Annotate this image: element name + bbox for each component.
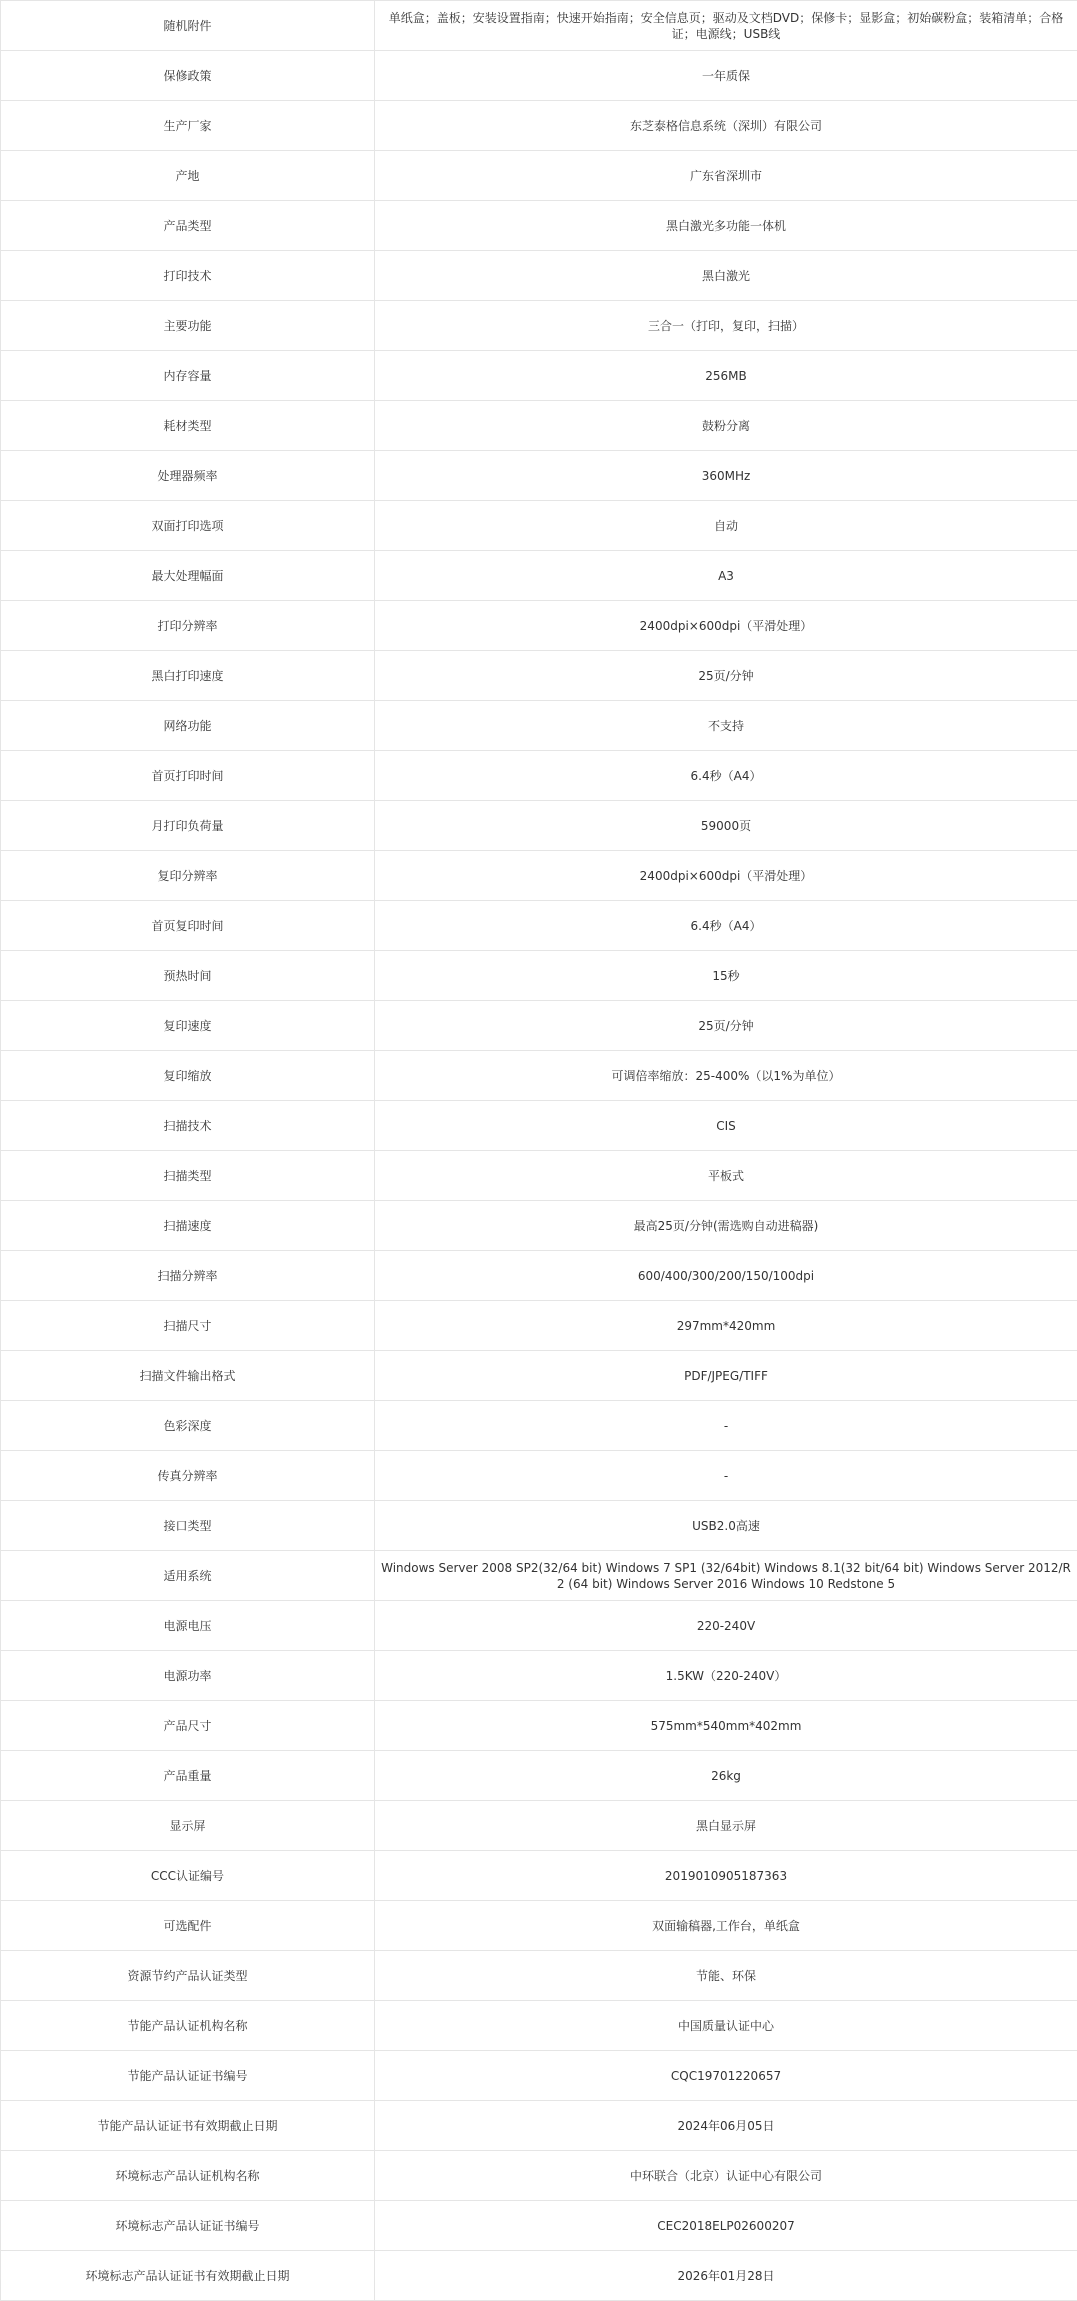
spec-row [1,2151,1077,2201]
spec-value: 2400dpi×600dpi（平滑处理） [375,601,1077,651]
spec-value: - [375,1451,1077,1501]
spec-label: 节能产品认证证书有效期截止日期 [1,2101,375,2151]
spec-value: CEC2018ELP02600207 [375,2201,1077,2251]
spec-label: 产品类型 [1,201,375,251]
spec-row [1,1201,1077,1251]
spec-label: 网络功能 [1,701,375,751]
spec-label: 可选配件 [1,1901,375,1951]
spec-value: - [375,1401,1077,1451]
spec-label: 环境标志产品认证机构名称 [1,2151,375,2201]
spec-value: 一年质保 [375,51,1077,101]
spec-label: 打印技术 [1,251,375,301]
spec-value: 东芝泰格信息系统（深圳）有限公司 [375,101,1077,151]
spec-row [1,201,1077,251]
spec-label: 预热时间 [1,951,375,1001]
spec-label: 显示屏 [1,1801,375,1851]
spec-value: CIS [375,1101,1077,1151]
spec-value: 1.5KW（220-240V） [375,1651,1077,1701]
spec-value: 2400dpi×600dpi（平滑处理） [375,851,1077,901]
spec-row [1,151,1077,201]
spec-row [1,601,1077,651]
spec-row [1,1701,1077,1751]
spec-row [1,401,1077,451]
spec-label: 最大处理幅面 [1,551,375,601]
spec-row [1,951,1077,1001]
spec-value: 可调倍率缩放：25-400%（以1%为单位） [375,1051,1077,1101]
spec-label: 电源功率 [1,1651,375,1701]
spec-value: 单纸盒；盖板；安装设置指南；快速开始指南；安全信息页；驱动及文档DVD；保修卡；显影盒；初始碳粉盒；装箱清单；合格证；电源线；USB线 [375,1,1077,51]
spec-row [1,1951,1077,2001]
spec-row [1,1551,1077,1601]
spec-label: 首页复印时间 [1,901,375,951]
spec-value: 25页/分钟 [375,1001,1077,1051]
spec-label: 节能产品认证机构名称 [1,2001,375,2051]
spec-label: 复印速度 [1,1001,375,1051]
spec-value: 59000页 [375,801,1077,851]
spec-label: 复印分辨率 [1,851,375,901]
spec-value: 三合一（打印，复印，扫描） [375,301,1077,351]
spec-value: 575mm*540mm*402mm [375,1701,1077,1751]
spec-row [1,851,1077,901]
spec-value: 2019010905187363 [375,1851,1077,1901]
spec-row [1,1651,1077,1701]
spec-label: 扫描文件输出格式 [1,1351,375,1401]
spec-row [1,2101,1077,2151]
spec-label: 双面打印选项 [1,501,375,551]
spec-row [1,2251,1077,2301]
spec-row [1,1301,1077,1351]
spec-label: 内存容量 [1,351,375,401]
spec-label: CCC认证编号 [1,1851,375,1901]
spec-value: A3 [375,551,1077,601]
spec-row [1,51,1077,101]
spec-row [1,1901,1077,1951]
spec-row [1,451,1077,501]
spec-row [1,1451,1077,1501]
spec-row [1,651,1077,701]
spec-value: 广东省深圳市 [375,151,1077,201]
spec-label: 接口类型 [1,1501,375,1551]
spec-row [1,2201,1077,2251]
spec-value: 15秒 [375,951,1077,1001]
spec-row [1,2001,1077,2051]
spec-value: 2026年01月28日 [375,2251,1077,2301]
spec-row [1,1751,1077,1801]
spec-row [1,1851,1077,1901]
spec-value: 鼓粉分离 [375,401,1077,451]
spec-label: 打印分辨率 [1,601,375,651]
spec-value: 220-240V [375,1601,1077,1651]
spec-label: 产地 [1,151,375,201]
spec-row [1,901,1077,951]
spec-row [1,251,1077,301]
spec-row [1,1101,1077,1151]
spec-row [1,2051,1077,2101]
spec-value: CQC19701220657 [375,2051,1077,2101]
spec-value: PDF/JPEG/TIFF [375,1351,1077,1401]
spec-label: 色彩深度 [1,1401,375,1451]
spec-row [1,1051,1077,1101]
spec-row [1,1501,1077,1551]
spec-label: 传真分辨率 [1,1451,375,1501]
spec-label: 复印缩放 [1,1051,375,1101]
spec-row [1,701,1077,751]
spec-value: 25页/分钟 [375,651,1077,701]
spec-row [1,1401,1077,1451]
spec-label: 扫描类型 [1,1151,375,1201]
spec-value: 中国质量认证中心 [375,2001,1077,2051]
spec-label: 生产厂家 [1,101,375,151]
spec-row [1,801,1077,851]
spec-label: 扫描尺寸 [1,1301,375,1351]
spec-row [1,1801,1077,1851]
spec-value: USB2.0高速 [375,1501,1077,1551]
spec-row [1,1,1077,51]
spec-value: 360MHz [375,451,1077,501]
spec-label: 首页打印时间 [1,751,375,801]
spec-value: 不支持 [375,701,1077,751]
spec-value: 256MB [375,351,1077,401]
spec-label: 扫描分辨率 [1,1251,375,1301]
spec-label: 产品重量 [1,1751,375,1801]
spec-row [1,751,1077,801]
spec-value: Windows Server 2008 SP2(32/64 bit) Windows 7 SP1 (32/64bit) Windows 8.1(32 bit/64 bit) Windows Server 2012/R2 (64 bit) Windows Server 2016 Windows 10 Redstone 5 [375,1551,1077,1601]
spec-label: 月打印负荷量 [1,801,375,851]
spec-value: 黑白显示屏 [375,1801,1077,1851]
spec-value: 2024年06月05日 [375,2101,1077,2151]
spec-value: 中环联合（北京）认证中心有限公司 [375,2151,1077,2201]
spec-value: 600/400/300/200/150/100dpi [375,1251,1077,1301]
spec-label: 环境标志产品认证证书编号 [1,2201,375,2251]
spec-value: 平板式 [375,1151,1077,1201]
spec-value: 最高25页/分钟(需选购自动进稿器) [375,1201,1077,1251]
spec-row [1,351,1077,401]
spec-value: 自动 [375,501,1077,551]
spec-label: 电源电压 [1,1601,375,1651]
spec-label: 环境标志产品认证证书有效期截止日期 [1,2251,375,2301]
spec-row [1,551,1077,601]
spec-label: 扫描速度 [1,1201,375,1251]
spec-value: 26kg [375,1751,1077,1801]
spec-value: 节能、环保 [375,1951,1077,2001]
spec-label: 处理器频率 [1,451,375,501]
spec-label: 产品尺寸 [1,1701,375,1751]
spec-label: 适用系统 [1,1551,375,1601]
spec-label: 黑白打印速度 [1,651,375,701]
spec-label: 耗材类型 [1,401,375,451]
spec-label: 扫描技术 [1,1101,375,1151]
spec-value: 6.4秒（A4） [375,901,1077,951]
spec-row [1,1151,1077,1201]
spec-row [1,1351,1077,1401]
spec-row [1,501,1077,551]
spec-table-body [1,1,1077,2301]
spec-label: 节能产品认证证书编号 [1,2051,375,2101]
spec-label: 随机附件 [1,1,375,51]
spec-label: 主要功能 [1,301,375,351]
spec-value: 黑白激光多功能一体机 [375,201,1077,251]
spec-row [1,1001,1077,1051]
spec-value: 黑白激光 [375,251,1077,301]
spec-value: 297mm*420mm [375,1301,1077,1351]
spec-label: 资源节约产品认证类型 [1,1951,375,2001]
spec-row [1,301,1077,351]
spec-value: 6.4秒（A4） [375,751,1077,801]
spec-row [1,1251,1077,1301]
spec-label: 保修政策 [1,51,375,101]
spec-row [1,101,1077,151]
spec-value: 双面输稿器,工作台，单纸盒 [375,1901,1077,1951]
spec-row [1,1601,1077,1651]
